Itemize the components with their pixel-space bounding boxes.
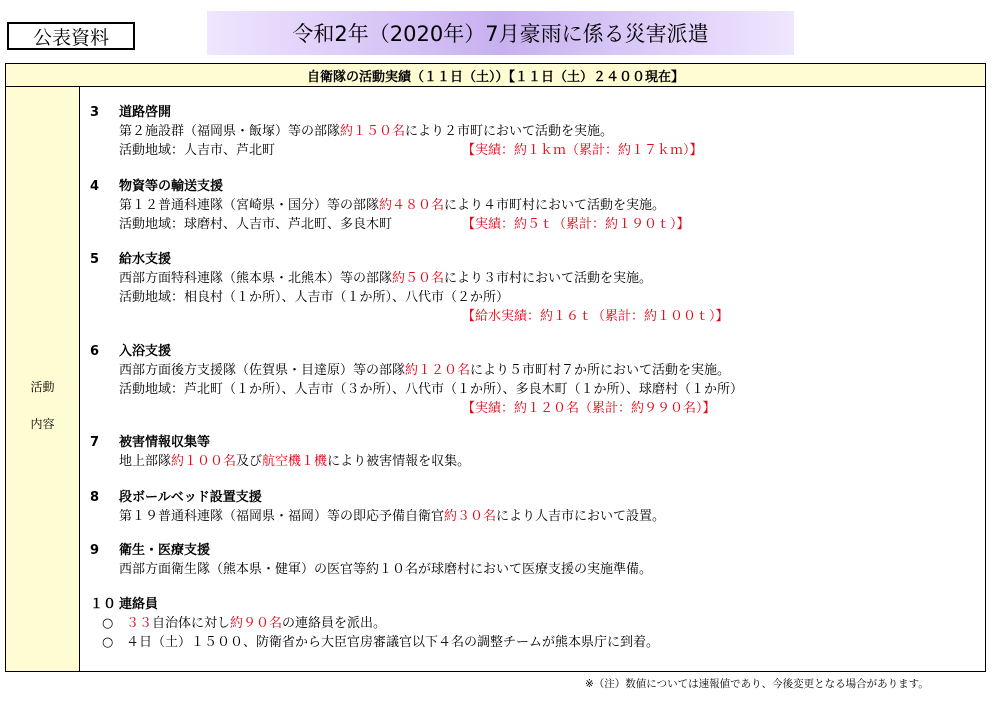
section-heading: 3 道路啓開 — [90, 105, 172, 120]
section-transport-support — [84, 177, 690, 234]
section-detail: 西部方面衛生隊（熊本県・健軍）の医官等約１０名が球磨村において医療支援の実施準備。 — [119, 562, 653, 577]
side-label-activity: 活動 — [30, 380, 55, 394]
section-heading: 4 物資等の輸送支援 — [90, 179, 224, 194]
section-area: 活動地域：相良村（１か所）、人吉市（１か所）、八代市（２か所） — [119, 290, 510, 305]
section-heading: 9 衛生・医療支援 — [90, 543, 211, 558]
activity-list — [84, 87, 985, 671]
section-cardboard-beds — [84, 488, 665, 526]
section-heading: 8 段ボールベッド設置支援 — [90, 490, 262, 505]
section-detail: 西部方面特科連隊（熊本県・北熊本）等の部隊約５０名により３市村において活動を実施。 — [119, 271, 653, 286]
section-heading: 6 入浴支援 — [90, 344, 172, 359]
liaison-item: ○ ４日（土）１５００、防衛省から大臣官房審議官以下４名の調整チームが熊本県庁に到着。 — [102, 635, 660, 650]
section-heading: 5 給水支援 — [90, 252, 172, 267]
section-heading: 7 被害情報収集等 — [90, 435, 211, 450]
table-header: 自衛隊の活動実績（１１日（土））【１１日（土）２４００現在】 — [6, 64, 985, 87]
section-detail: 第１９普通科連隊（福岡県・福岡）等の即応予備自衛官約３０名により人吉市において設置。 — [119, 509, 666, 524]
section-medical-support — [84, 541, 652, 579]
activity-table — [5, 63, 986, 672]
side-column — [6, 87, 80, 671]
page-title: 令和2年（2020年）7月豪雨に係る災害派遣 — [207, 11, 794, 55]
section-detail: 第１２普通科連隊（宮崎県・国分）等の部隊約４８０名により４市町村において活動を実施。 — [119, 198, 666, 213]
section-detail: 西部方面後方支援隊（佐賀県・目達原）等の部隊約１２０名により５市町村７か所において活動を実施。 — [119, 363, 731, 378]
public-document-badge: 公表資料 — [7, 22, 135, 50]
section-road-clearing — [84, 103, 703, 160]
section-water-supply — [84, 250, 729, 326]
section-result: 【実績：約１２０名（累計：約９９０名）】 — [462, 401, 716, 416]
section-heading: １０ 連絡員 — [90, 597, 159, 612]
section-area: 活動地域：芦北町（１か所）、人吉市（３か所）、八代市（１か所）、多良木町（１か所）、球磨村（１か所） — [119, 382, 744, 397]
liaison-item: ○ ３３自治体に対し約９０名の連絡員を派出。 — [102, 616, 387, 631]
section-area: 活動地域：人吉市、芦北町 【実績：約１ｋｍ（累計：約１７ｋｍ）】 — [119, 143, 703, 158]
section-detail: 第２施設群（福岡県・飯塚）等の部隊約１５０名により２市町において活動を実施。 — [119, 124, 614, 139]
section-area: 活動地域：球磨村、人吉市、芦北町、多良木町 【実績：約５ｔ（累計：約１９０ｔ）】 — [119, 217, 690, 232]
section-bathing-support — [84, 342, 743, 418]
footnote: ※（注）数値については速報値であり、今後変更となる場合があります。 — [585, 678, 929, 690]
section-result: 【給水実績：約１６ｔ（累計：約１００ｔ）】 — [462, 309, 729, 324]
section-detail: 地上部隊約１００名及び航空機１機により被害情報を収集。 — [119, 454, 471, 469]
side-label-content: 内容 — [30, 417, 55, 431]
section-liaison — [84, 595, 659, 652]
section-damage-info — [84, 433, 470, 471]
